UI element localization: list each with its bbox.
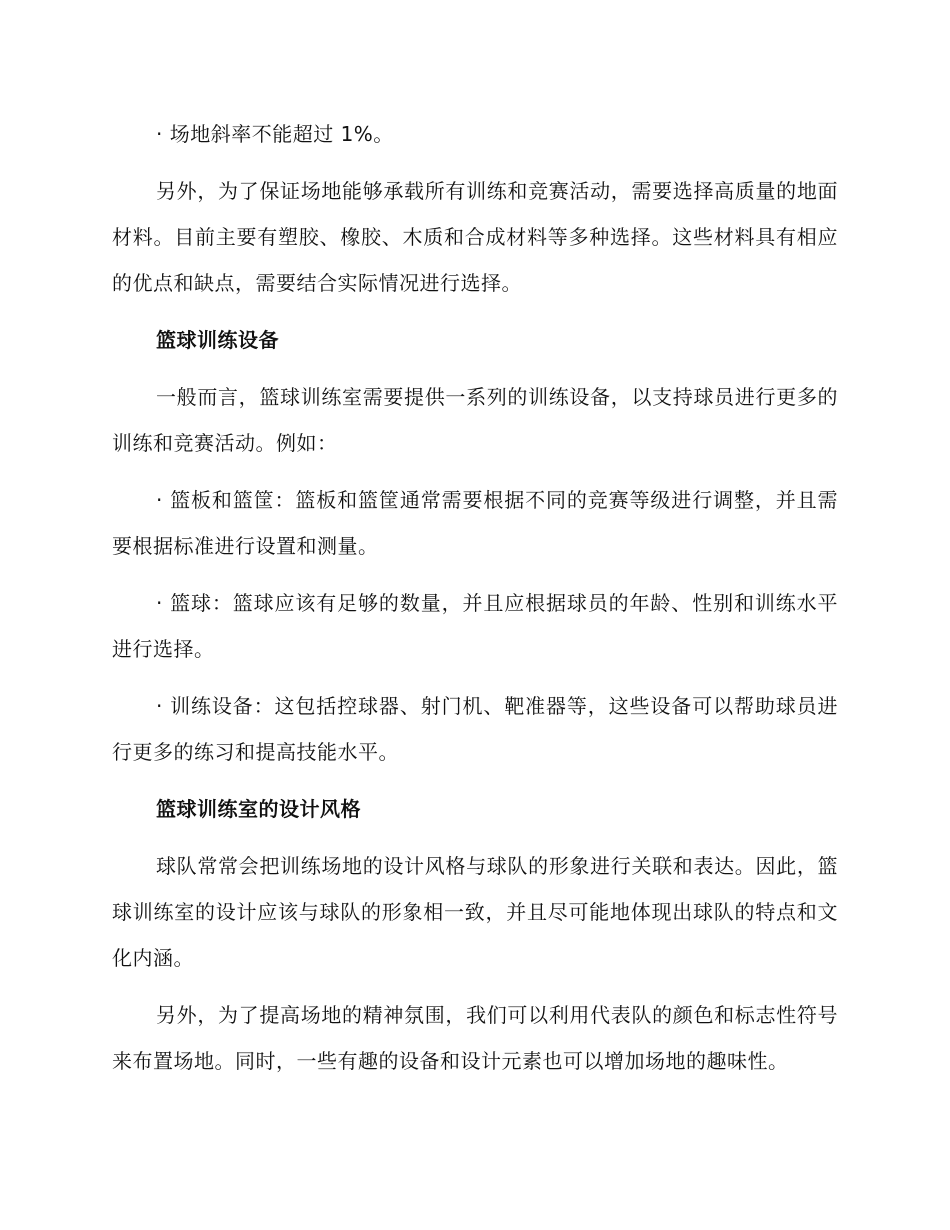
bullet-court-slope: · 场地斜率不能超过 1%。: [156, 122, 394, 146]
bullet-basketballs: · 篮球：篮球应该有足够的数量，并且应根据球员的年龄、性别和训练水平进行选择。: [112, 591, 838, 661]
section-heading-design-style: 篮球训练室的设计风格: [156, 797, 361, 821]
paragraph-team-image: 球队常常会把训练场地的设计风格与球队的形象进行关联和表达。因此，篮球训练室的设计应该与球队的形象相一致，并且尽可能地体现出球队的特点和文化内涵。: [112, 854, 838, 970]
paragraph-floor-materials: 另外，为了保证场地能够承载所有训练和竞赛活动，需要选择高质量的地面材料。目前主要有塑胶、橡胶、木质和合成材料等多种选择。这些材料具有相应的优点和缺点，需要结合实际情况进行选择。: [112, 179, 838, 295]
paragraph-equipment-intro: 一般而言，篮球训练室需要提供一系列的训练设备，以支持球员进行更多的训练和竞赛活动。例如：: [112, 385, 838, 455]
paragraph-atmosphere: 另外，为了提高场地的精神氛围，我们可以利用代表队的颜色和标志性符号来布置场地。同时，一些有趣的设备和设计元素也可以增加场地的趣味性。: [112, 1003, 838, 1073]
bullet-training-devices: · 训练设备：这包括控球器、射门机、靶准器等，这些设备可以帮助球员进行更多的练习和提高技能水平。: [112, 694, 838, 764]
section-heading-training-equipment: 篮球训练设备: [156, 328, 279, 352]
bullet-backboard-hoop: · 篮板和篮筐：篮板和篮筐通常需要根据不同的竞赛等级进行调整，并且需要根据标准进行设置和测量。: [112, 488, 838, 558]
